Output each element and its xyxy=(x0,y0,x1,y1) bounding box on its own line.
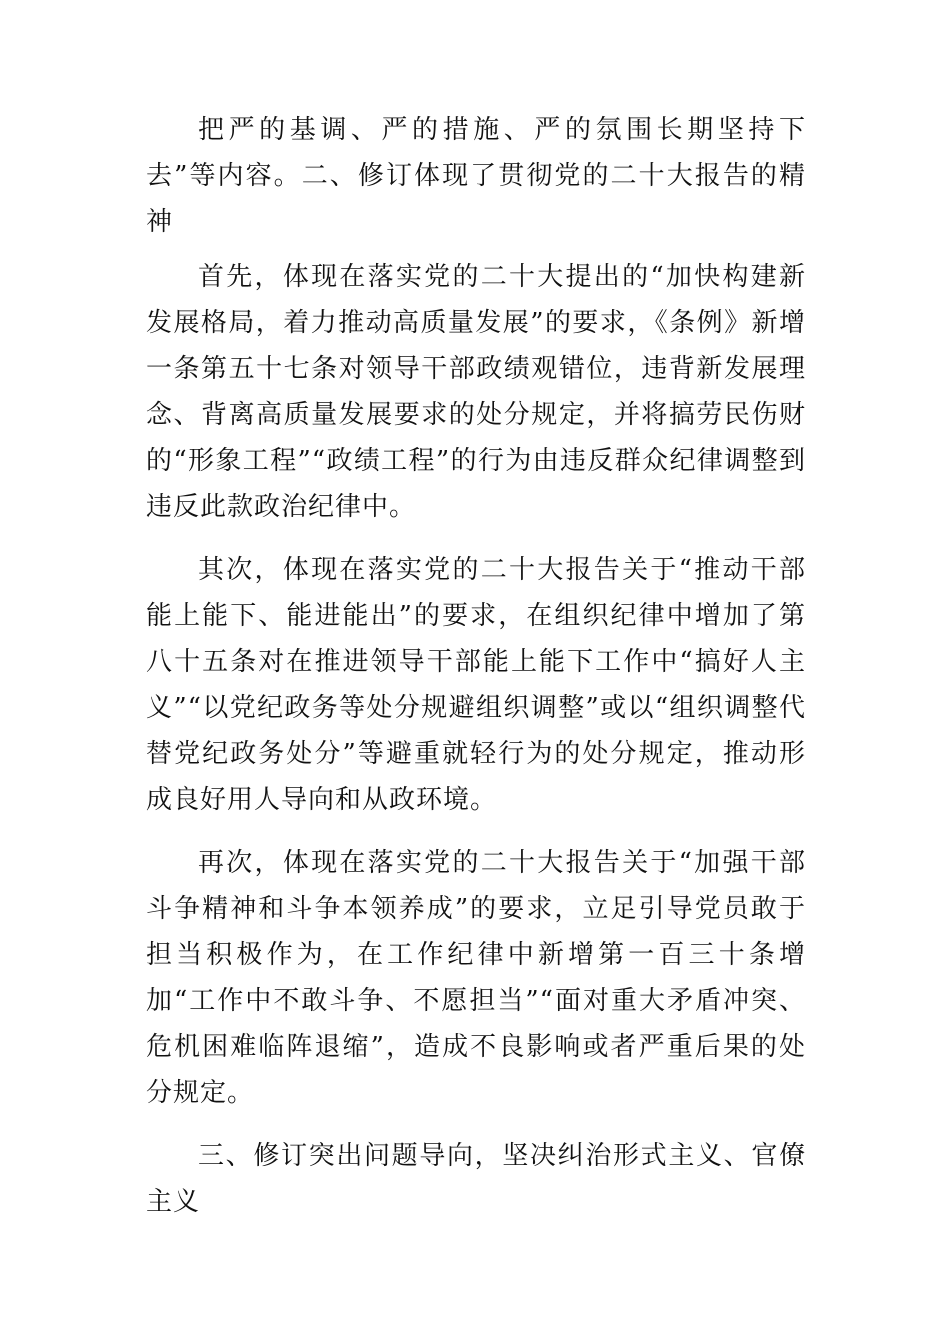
paragraph-first: 首先，体现在落实党的二十大提出的“加快构建新发展格局，着力推动高质量发展”的要求，《条例》新增一条第五十七条对领导干部政绩观错位，违背新发展理念、背离高质量发展要求的处分规定，并将搞劳民伤财的“形象工程”“政绩工程”的行为由违反群众纪律调整到违反此款政治纪律中。 xyxy=(146,262,806,522)
paragraph-continuation: 把严的基调、严的措施、严的氛围长期坚持下去”等内容。二、修订体现了贯彻党的二十大报告的精神 xyxy=(146,115,806,237)
section-heading-three: 三、修订突出问题导向，坚决纠治形式主义、官僚主义 xyxy=(146,1141,806,1217)
paragraph-second: 其次，体现在落实党的二十大报告关于“推动干部能上能下、能进能出”的要求，在组织纪律中增加了第八十五条对在推进领导干部能上能下工作中“搞好人主义”“以党纪政务等处分规避组织调整”或以“组织调整代替党纪政务处分”等避重就轻行为的处分规定，推动形成良好用人导向和从政环境。 xyxy=(146,555,806,815)
document-body xyxy=(146,107,806,1242)
paragraph-third: 再次，体现在落实党的二十大报告关于“加强干部斗争精神和斗争本领养成”的要求，立足引导党员敢于担当积极作为，在工作纪律中新增第一百三十条增加“工作中不敢斗争、不愿担当”“面对重大矛盾冲突、危机困难临阵退缩”，造成不良影响或者严重后果的处分规定。 xyxy=(146,848,806,1108)
